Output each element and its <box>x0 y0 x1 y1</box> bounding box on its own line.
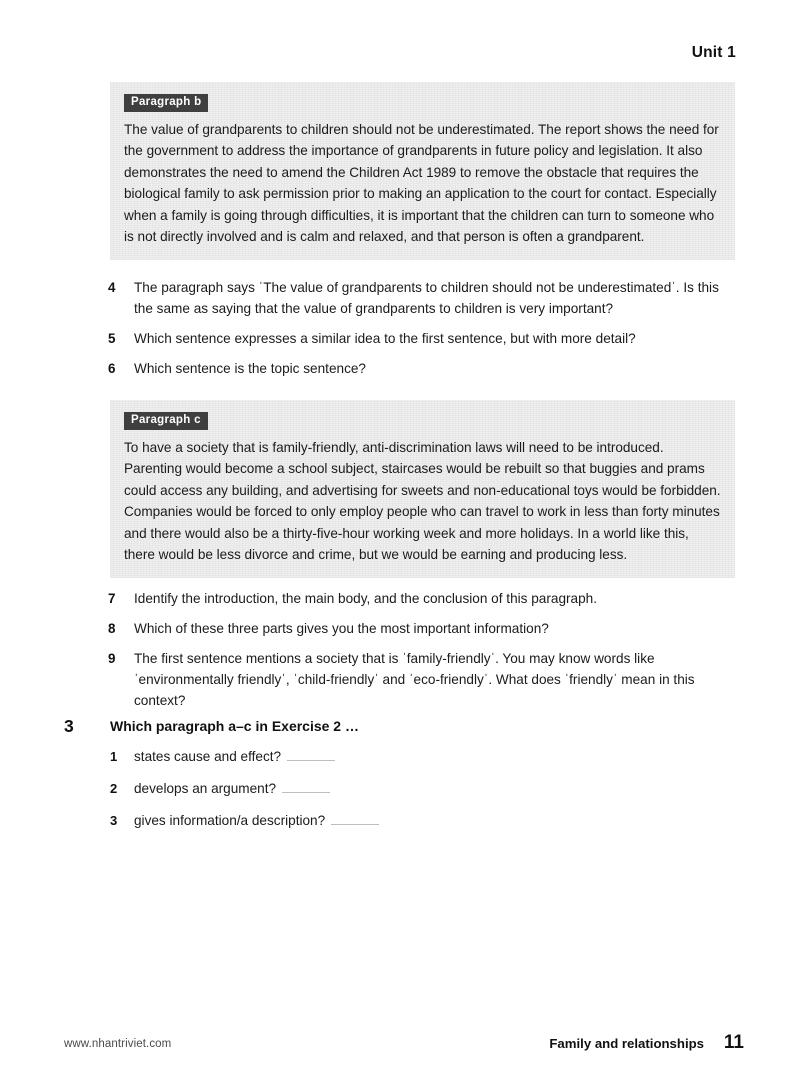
exercise-title: Which paragraph a–c in Exercise 2 … <box>110 718 359 734</box>
paragraph-body-c: To have a society that is family-friendly, anti-discrimination laws will need to be introduced. Parenting would become a school subject, staircases would be rebuilt so that buggies and prams could access any building, and advertising for sweets and non-educational toys would be forbidden. Companies would be forced to only employ people who can travel to work in less than forty minutes and there would also be a thirty-five-hour working week and more holidays. In a world like this, there would be less divorce and crime, but we would be earning and producing less. <box>124 439 721 563</box>
exercise-3 <box>64 715 734 831</box>
unit-running-head: Unit 1 <box>691 44 736 61</box>
exercise-item-number: 2 <box>110 781 118 796</box>
question-item <box>108 648 733 711</box>
question-number: 7 <box>108 591 116 606</box>
exercise-item-body <box>134 747 335 767</box>
question-text: Which sentence expresses a similar idea to the first sentence, but with more detail? <box>134 331 636 346</box>
question-number: 4 <box>108 280 116 295</box>
question-text: The first sentence mentions a society that is ˈfamily-friendlyˈ. You may know words like ˈenvironmentally friendlyˈ, ˈchild-friendlyˈ and ˈeco-friendlyˈ. What does ˈfriendlyˈ mean in this context? <box>134 651 695 708</box>
page-footer <box>0 1032 800 1058</box>
exercise-item <box>110 779 734 799</box>
paragraph-body-b: The value of grandparents to children should not be underestimated. The report shows the need for the government to address the importance of grandparents in future policy and legislation. It also demonstrates the need to amend the Children Act 1989 to remove the obstacle that requires the biological family to ask permission prior to making an application to the court for contact. Especially when a family is going through difficulties, it is important that the children can turn to someone who is not directly involved and is calm and relaxed, and that person is often a grandparent. <box>124 121 719 245</box>
exercise-item <box>110 811 734 831</box>
question-number: 8 <box>108 621 116 636</box>
question-text: Which sentence is the topic sentence? <box>134 361 366 376</box>
answer-blank[interactable] <box>287 747 335 761</box>
exercise-item-number: 1 <box>110 749 118 764</box>
question-list-4-6 <box>108 277 733 379</box>
exercise-heading <box>64 715 734 737</box>
exercise-item-list <box>110 747 734 831</box>
footer-page-number: 11 <box>723 1032 744 1053</box>
answer-blank[interactable] <box>331 811 379 825</box>
exercise-item-body <box>134 811 379 831</box>
question-text: Identify the introduction, the main body, and the conclusion of this paragraph. <box>134 591 597 606</box>
paragraph-badge-b: Paragraph b <box>124 94 208 112</box>
question-number: 9 <box>108 651 116 666</box>
question-item <box>108 588 733 609</box>
exercise-item-label: states cause and effect? <box>134 749 282 764</box>
question-item <box>108 328 733 349</box>
exercise-item-label: gives information/a description? <box>134 813 326 828</box>
paragraph-block-b <box>110 82 735 260</box>
question-number: 5 <box>108 331 116 346</box>
paragraph-block-c <box>110 400 735 578</box>
exercise-item-body <box>134 779 330 799</box>
footer-website-url[interactable]: www.nhantriviet.com <box>64 1038 172 1050</box>
question-item <box>108 277 733 319</box>
paragraph-badge-c: Paragraph c <box>124 412 208 430</box>
answer-blank[interactable] <box>282 779 330 793</box>
footer-section-title: Family and relationships <box>549 1036 704 1051</box>
question-text: Which of these three parts gives you the most important information? <box>134 621 549 636</box>
question-number: 6 <box>108 361 116 376</box>
question-text: The paragraph says ˈThe value of grandparents to children should not be underestimatedˈ. Is this the same as saying that the value of grandparents to children is very important? <box>134 280 719 316</box>
question-list-7-9 <box>108 588 733 711</box>
exercise-item <box>110 747 734 767</box>
exercise-number: 3 <box>64 716 74 736</box>
question-item <box>108 618 733 639</box>
question-item <box>108 358 733 379</box>
exercise-item-number: 3 <box>110 813 118 828</box>
exercise-item-label: develops an argument? <box>134 781 277 796</box>
